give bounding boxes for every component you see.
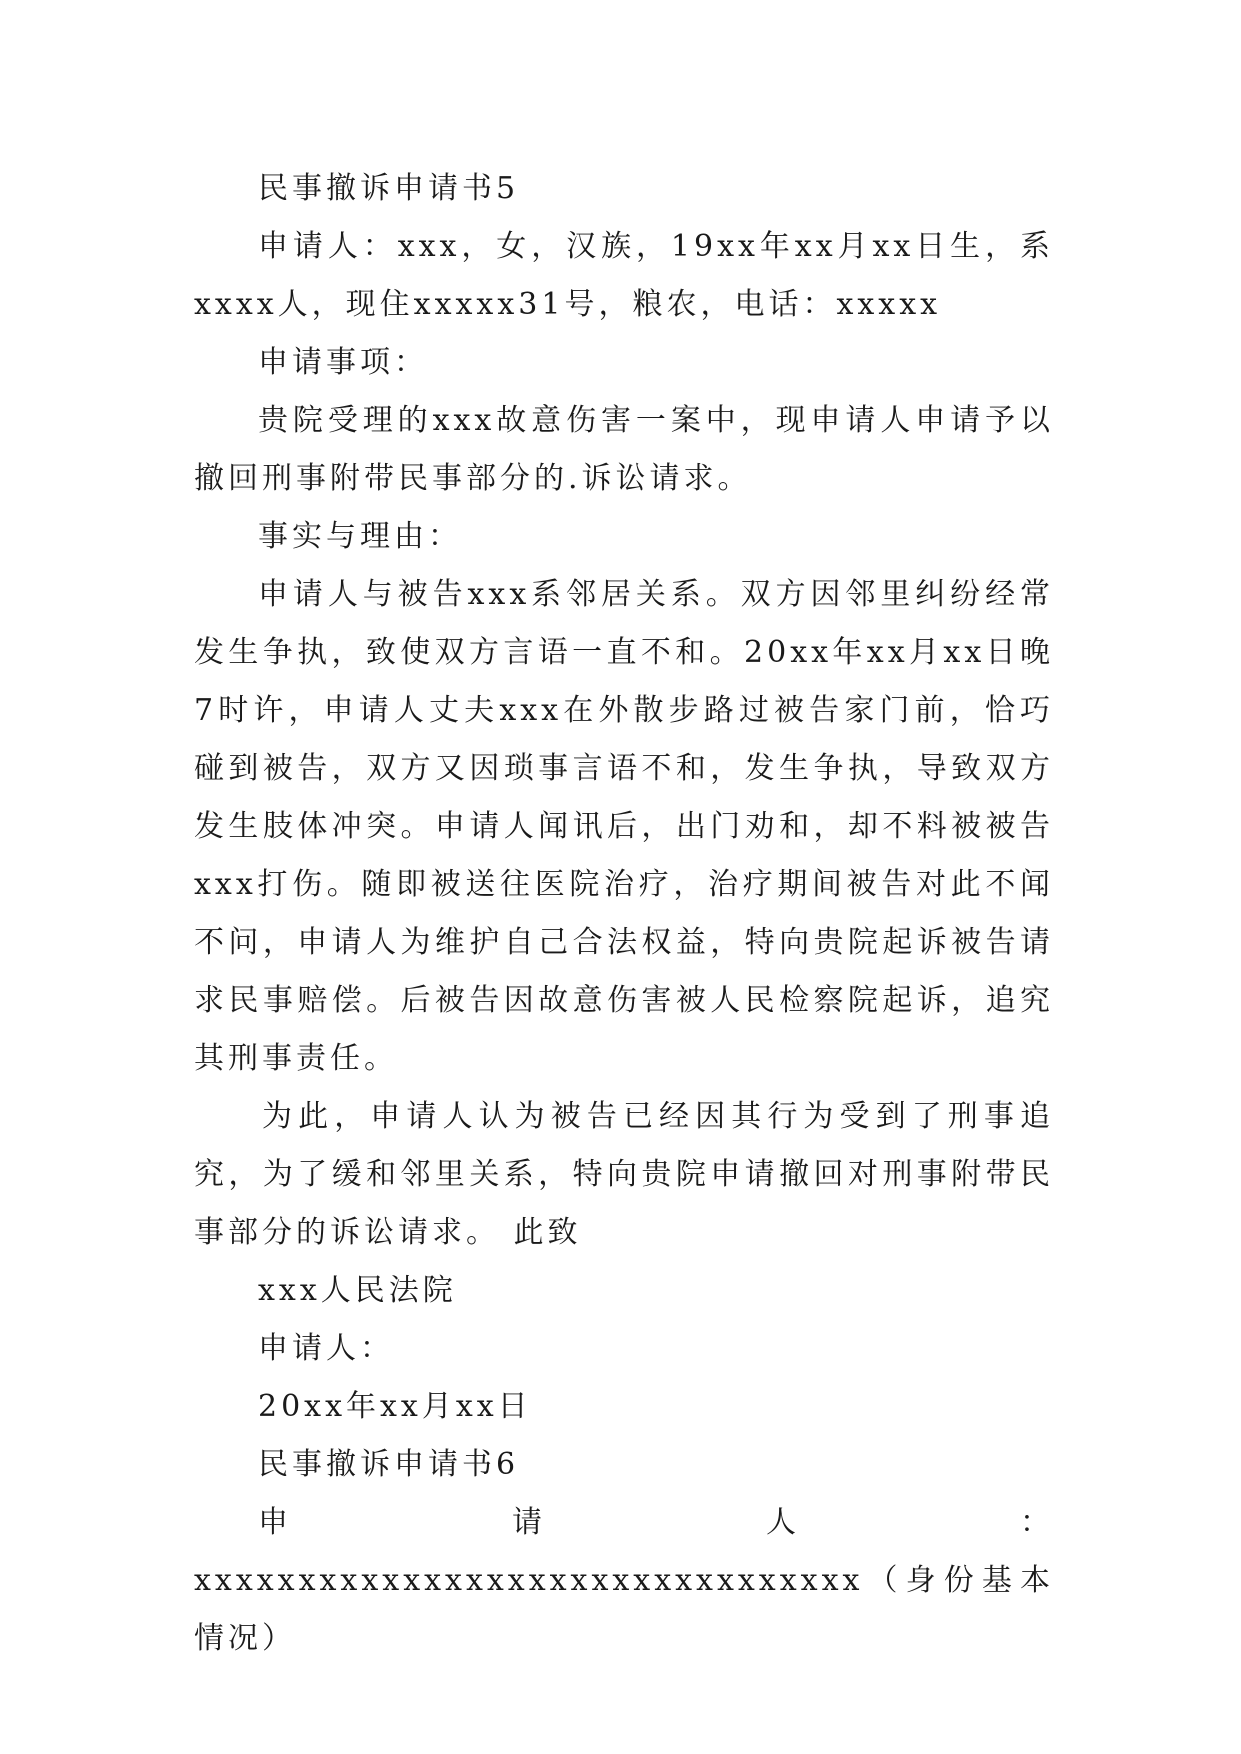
- request-items-text: 贵院受理的xxx故意伤害一案中，现申请人申请予以撤回刑事附带民事部分的.诉讼请求。: [194, 403, 1054, 496]
- applicant-info: 申请人：xxx，女，汉族，19xx年xx月xx日生，系xxxx人，现住xxxxx31号，粮农，电话：xxxxx: [194, 229, 1054, 322]
- conclusion-text: 为此，申请人认为被告已经因其行为受到了刑事追究，为了缓和邻里关系，特向贵院申请撤回对刑事附带民事部分的诉讼请求。 此致: [194, 1099, 1054, 1250]
- heading-request-items: 申请事项：: [258, 345, 428, 380]
- section-title: 民事撤诉申请书5: [258, 171, 520, 206]
- section-title-6: 民事撤诉申请书6: [258, 1447, 520, 1482]
- court-name: xxx人民法院: [258, 1273, 457, 1308]
- signature-date: 20xx年xx月xx日: [258, 1389, 532, 1424]
- heading-facts-reasons: 事实与理由：: [258, 519, 462, 554]
- document-body: [194, 160, 1054, 1668]
- applicant-info-6: 申请人：xxxxxxxxxxxxxxxxxxxxxxxxxxxxxxxx（身份基本情况）: [194, 1505, 1054, 1656]
- facts-text: 申请人与被告xxx系邻居关系。双方因邻里纠纷经常发生争执，致使双方言语一直不和。20xx年xx月xx日晚7时许，申请人丈夫xxx在外散步路过被告家门前，恰巧碰到被告，双方又因琐事言语不和，发生争执，导致双方发生肢体冲突。申请人闻讯后，出门劝和，却不料被被告xxx打伤。随即被送往医院治疗，治疗期间被告对此不闻不问，申请人为维护自己合法权益，特向贵院起诉被告请求民事赔偿。后被告因故意伤害被人民检察院起诉，追究其刑事责任。: [194, 577, 1054, 1076]
- signature-applicant: 申请人：: [258, 1331, 394, 1366]
